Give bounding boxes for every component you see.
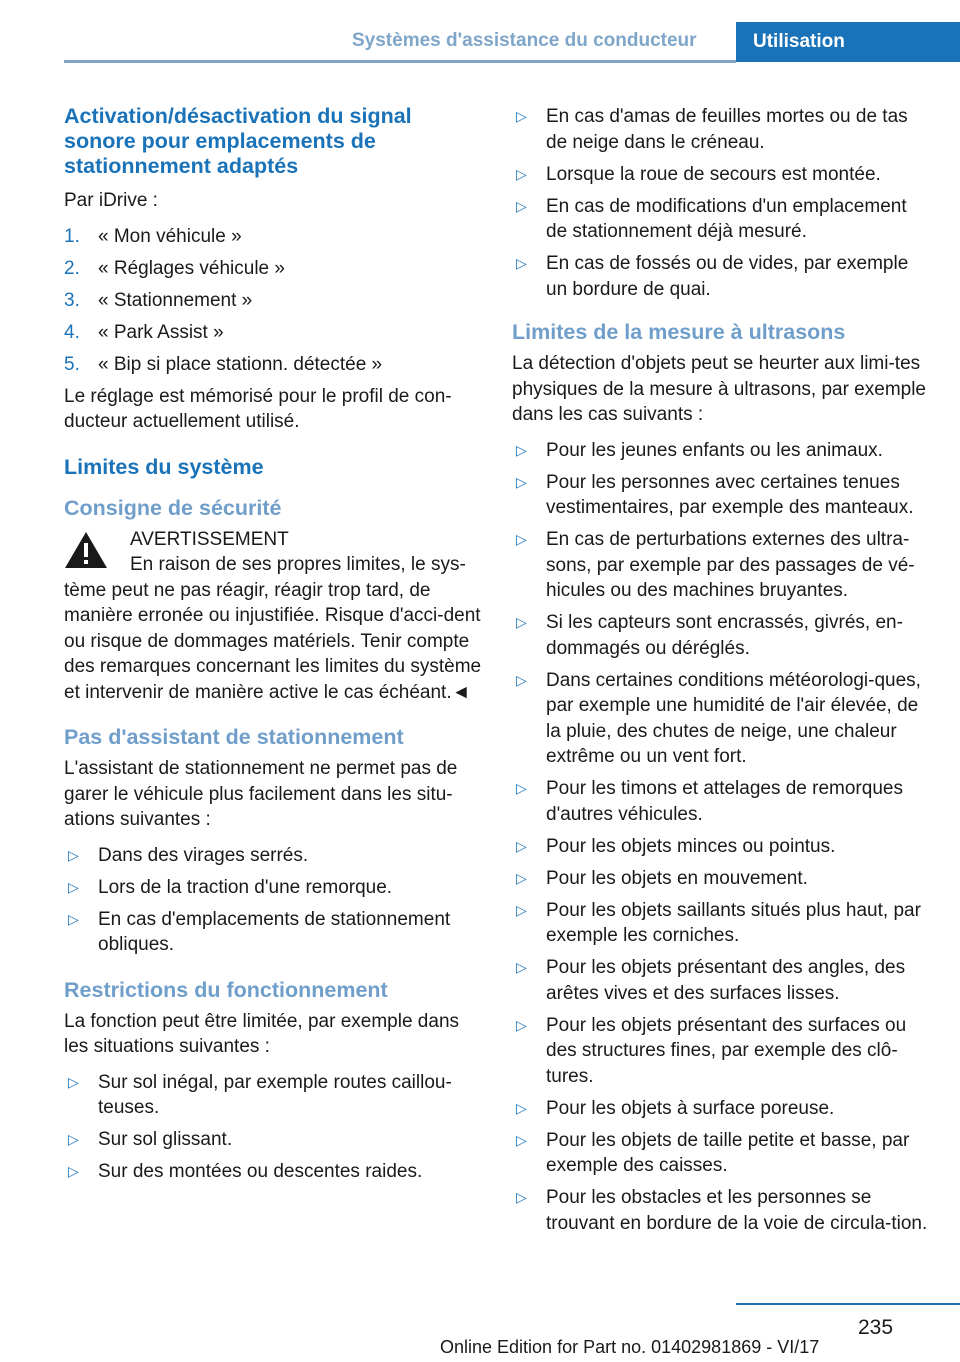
- no-assist-list: [64, 843, 484, 958]
- step-number: 3.: [64, 289, 80, 311]
- ultrasound-list: [512, 438, 930, 1237]
- list-item: [64, 256, 484, 282]
- step-number: 4.: [64, 321, 80, 343]
- list-item: [512, 104, 930, 155]
- list-item-text: En cas de fossés ou de vides, par exemple un bordure de quai.: [546, 253, 909, 300]
- list-item-text: En cas de modifications d'un emplacement de stationnement déjà mesuré.: [546, 195, 907, 242]
- list-item: [512, 866, 930, 892]
- header-tab-label: Utilisation: [753, 31, 845, 52]
- bullet-triangle-icon: ▷: [516, 473, 527, 490]
- edition-footer: Online Edition for Part no. 01402981869 - VI/17: [440, 1337, 820, 1357]
- list-item: [512, 610, 930, 661]
- list-item: [64, 1159, 484, 1185]
- bullet-triangle-icon: ▷: [516, 780, 527, 796]
- list-item-text: Sur des montées ou descentes raides.: [98, 1161, 423, 1182]
- list-item: [64, 875, 484, 901]
- list-item-text: Pour les objets minces ou pointus.: [546, 835, 836, 857]
- list-item-text: Pour les objets présentant des angles, des arêtes vives et des surfaces lisses.: [546, 957, 906, 1004]
- list-item: [512, 834, 930, 860]
- step-text: « Bip si place stationn. détectée »: [98, 353, 383, 375]
- page-number: 235: [858, 1316, 894, 1339]
- idrive-steps: [64, 224, 484, 378]
- list-item: [512, 898, 930, 949]
- bullet-triangle-icon: ▷: [68, 910, 79, 927]
- bullet-triangle-icon: ▷: [68, 1163, 79, 1179]
- step-text: « Stationnement »: [98, 289, 253, 311]
- warning-text: tème peut ne pas réagir, réagir trop tard, de manière erronée ou injustifiée. Risque d'acci‐dent ou risque de dommages matériels. Tenir compte des remarques concernant les limites du système et intervenir de manière active le cas échéant.◄: [64, 579, 482, 703]
- bullet-triangle-icon: ▷: [516, 531, 527, 547]
- list-item: [64, 224, 484, 250]
- heading-no-assist: Pas d'assistant de stationnement: [64, 725, 404, 749]
- left-column: [64, 104, 484, 1195]
- list-item-text: Si les capteurs sont encrassés, givrés, en‐dommagés ou déréglés.: [546, 612, 903, 659]
- list-item-text: Dans des virages serrés.: [98, 844, 309, 866]
- list-item-text: En cas d'emplacements de stationnement obliques.: [98, 908, 451, 955]
- restrictions-list: [64, 1070, 484, 1185]
- list-item: [512, 162, 930, 188]
- bullet-triangle-icon: ▷: [516, 901, 527, 918]
- heading-limits: Limites du système: [64, 454, 264, 479]
- bullet-triangle-icon: ▷: [68, 846, 79, 863]
- list-item-text: Pour les timons et attelages de remorques d'autres véhicules.: [546, 778, 903, 825]
- list-item: [64, 1127, 484, 1153]
- header-rule: [64, 60, 736, 63]
- list-item-text: En cas de perturbations externes des ultra‐sons, par exemple par des passages de vé‐hicules ou des machines bruyantes.: [546, 529, 915, 601]
- list-item-text: Pour les personnes avec certaines tenues vestimentaires, par exemple des manteaux.: [546, 471, 914, 518]
- bullet-triangle-icon: ▷: [516, 197, 527, 214]
- list-item: [64, 907, 484, 958]
- list-item-text: Pour les objets saillants situés plus haut, par exemple les corniches.: [546, 899, 921, 946]
- list-item: [512, 1128, 930, 1179]
- bullet-triangle-icon: ▷: [516, 1189, 527, 1205]
- footer-rule: [736, 1303, 960, 1305]
- header-section-title: Systèmes d'assistance du conducteur: [352, 30, 697, 51]
- bullet-triangle-icon: ▷: [516, 108, 527, 124]
- list-item: [512, 1096, 930, 1122]
- list-item: [64, 843, 484, 869]
- list-item: [64, 1070, 484, 1121]
- list-item: [64, 320, 484, 346]
- memo-text: Le réglage est mémorisé pour le profil de conducteur actuellement utilisé.: [64, 385, 452, 432]
- bullet-triangle-icon: ▷: [516, 671, 527, 688]
- step-number: 5.: [64, 353, 80, 375]
- ultrasound-intro: La détection d'objets peut se heurter aux limi‐tes physiques de la mesure à ultrasons, par exemple dans les cas suivants :: [512, 353, 927, 425]
- heading-safety: Consigne de sécurité: [64, 495, 282, 520]
- bullet-triangle-icon: ▷: [516, 1131, 527, 1148]
- bullet-triangle-icon: ▷: [516, 1099, 527, 1116]
- bullet-triangle-icon: ▷: [68, 1131, 79, 1147]
- list-item-text: Lorsque la roue de secours est montée.: [546, 163, 881, 185]
- bullet-triangle-icon: ▷: [68, 1073, 79, 1090]
- bullet-triangle-icon: ▷: [516, 165, 527, 182]
- list-item: [512, 194, 930, 245]
- warning-title: AVERTISSEMENT: [130, 528, 289, 550]
- step-text: « Mon véhicule »: [98, 225, 242, 247]
- warning-triangle-icon: [64, 531, 108, 569]
- list-item-text: Pour les obstacles et les personnes se trouvant en bordure de la voie de circula‐tion.: [546, 1187, 928, 1234]
- list-item-text: Sur sol glissant.: [98, 1129, 233, 1150]
- step-number: 2.: [64, 257, 80, 279]
- list-item: [512, 955, 930, 1006]
- list-item: [512, 1185, 930, 1236]
- bullet-triangle-icon: ▷: [516, 1016, 527, 1033]
- step-number: 1.: [64, 225, 80, 247]
- list-item: [512, 438, 930, 464]
- step-text: « Réglages véhicule »: [98, 257, 285, 279]
- warning-first-line: En raison de ses propres limites, le sys‐: [130, 554, 466, 575]
- list-item: [512, 668, 930, 770]
- heading-restrictions: Restrictions du fonctionnement: [64, 977, 388, 1002]
- bullet-triangle-icon: ▷: [516, 837, 527, 854]
- bullet-triangle-icon: ▷: [516, 255, 527, 271]
- list-item: [64, 288, 484, 314]
- list-item-text: Pour les objets de taille petite et basse, par exemple des caisses.: [546, 1129, 910, 1176]
- bullet-triangle-icon: ▷: [516, 869, 527, 886]
- list-item-text: Lors de la traction d'une remorque.: [98, 876, 393, 898]
- list-item-text: Dans certaines conditions météorologi‐ques, par exemple une humidité de l'air élevée, de la pluie, des chutes de neige, une chaleur extrême ou un vent fort.: [546, 669, 921, 767]
- heading-ultrasound: Limites de la mesure à ultrasons: [512, 320, 846, 344]
- list-item: [512, 776, 930, 827]
- page-header: [0, 0, 960, 62]
- bullet-triangle-icon: ▷: [516, 614, 527, 630]
- list-item: [512, 470, 930, 521]
- idrive-intro: Par iDrive :: [64, 190, 158, 211]
- heading-activation: Activation/désactivation du signal sonore pour emplacements de stationnement adaptés: [64, 104, 412, 178]
- restrictions-intro: La fonction peut être limitée, par exemple dans les situations suivantes :: [64, 1010, 460, 1057]
- list-item-text: Pour les objets en mouvement.: [546, 867, 808, 889]
- list-item: [512, 1013, 930, 1090]
- bullet-triangle-icon: ▷: [516, 959, 527, 975]
- list-item-text: Sur sol inégal, par exemple routes caillou‐teuses.: [98, 1071, 452, 1118]
- list-item: [64, 352, 484, 378]
- list-item: [512, 527, 930, 604]
- list-item-text: Pour les objets à surface poreuse.: [546, 1097, 835, 1119]
- header-tab: [736, 22, 960, 62]
- list-item-text: En cas d'amas de feuilles mortes ou de tas de neige dans le créneau.: [546, 106, 908, 153]
- warning-block: [64, 527, 484, 706]
- no-assist-intro: L'assistant de stationnement ne permet pas de garer le véhicule plus facilement dans les situ‐ations suivantes :: [64, 758, 458, 830]
- bullet-triangle-icon: ▷: [516, 441, 527, 458]
- list-item-text: Pour les objets présentant des surfaces ou des structures fines, par exemple des clô‐tures.: [546, 1014, 907, 1087]
- list-item: [512, 251, 930, 302]
- step-text: « Park Assist »: [98, 321, 224, 343]
- list-item-text: Pour les jeunes enfants ou les animaux.: [546, 439, 883, 461]
- bullet-triangle-icon: ▷: [68, 878, 79, 895]
- right-column: [512, 104, 930, 1246]
- top-conditions-list: [512, 104, 930, 302]
